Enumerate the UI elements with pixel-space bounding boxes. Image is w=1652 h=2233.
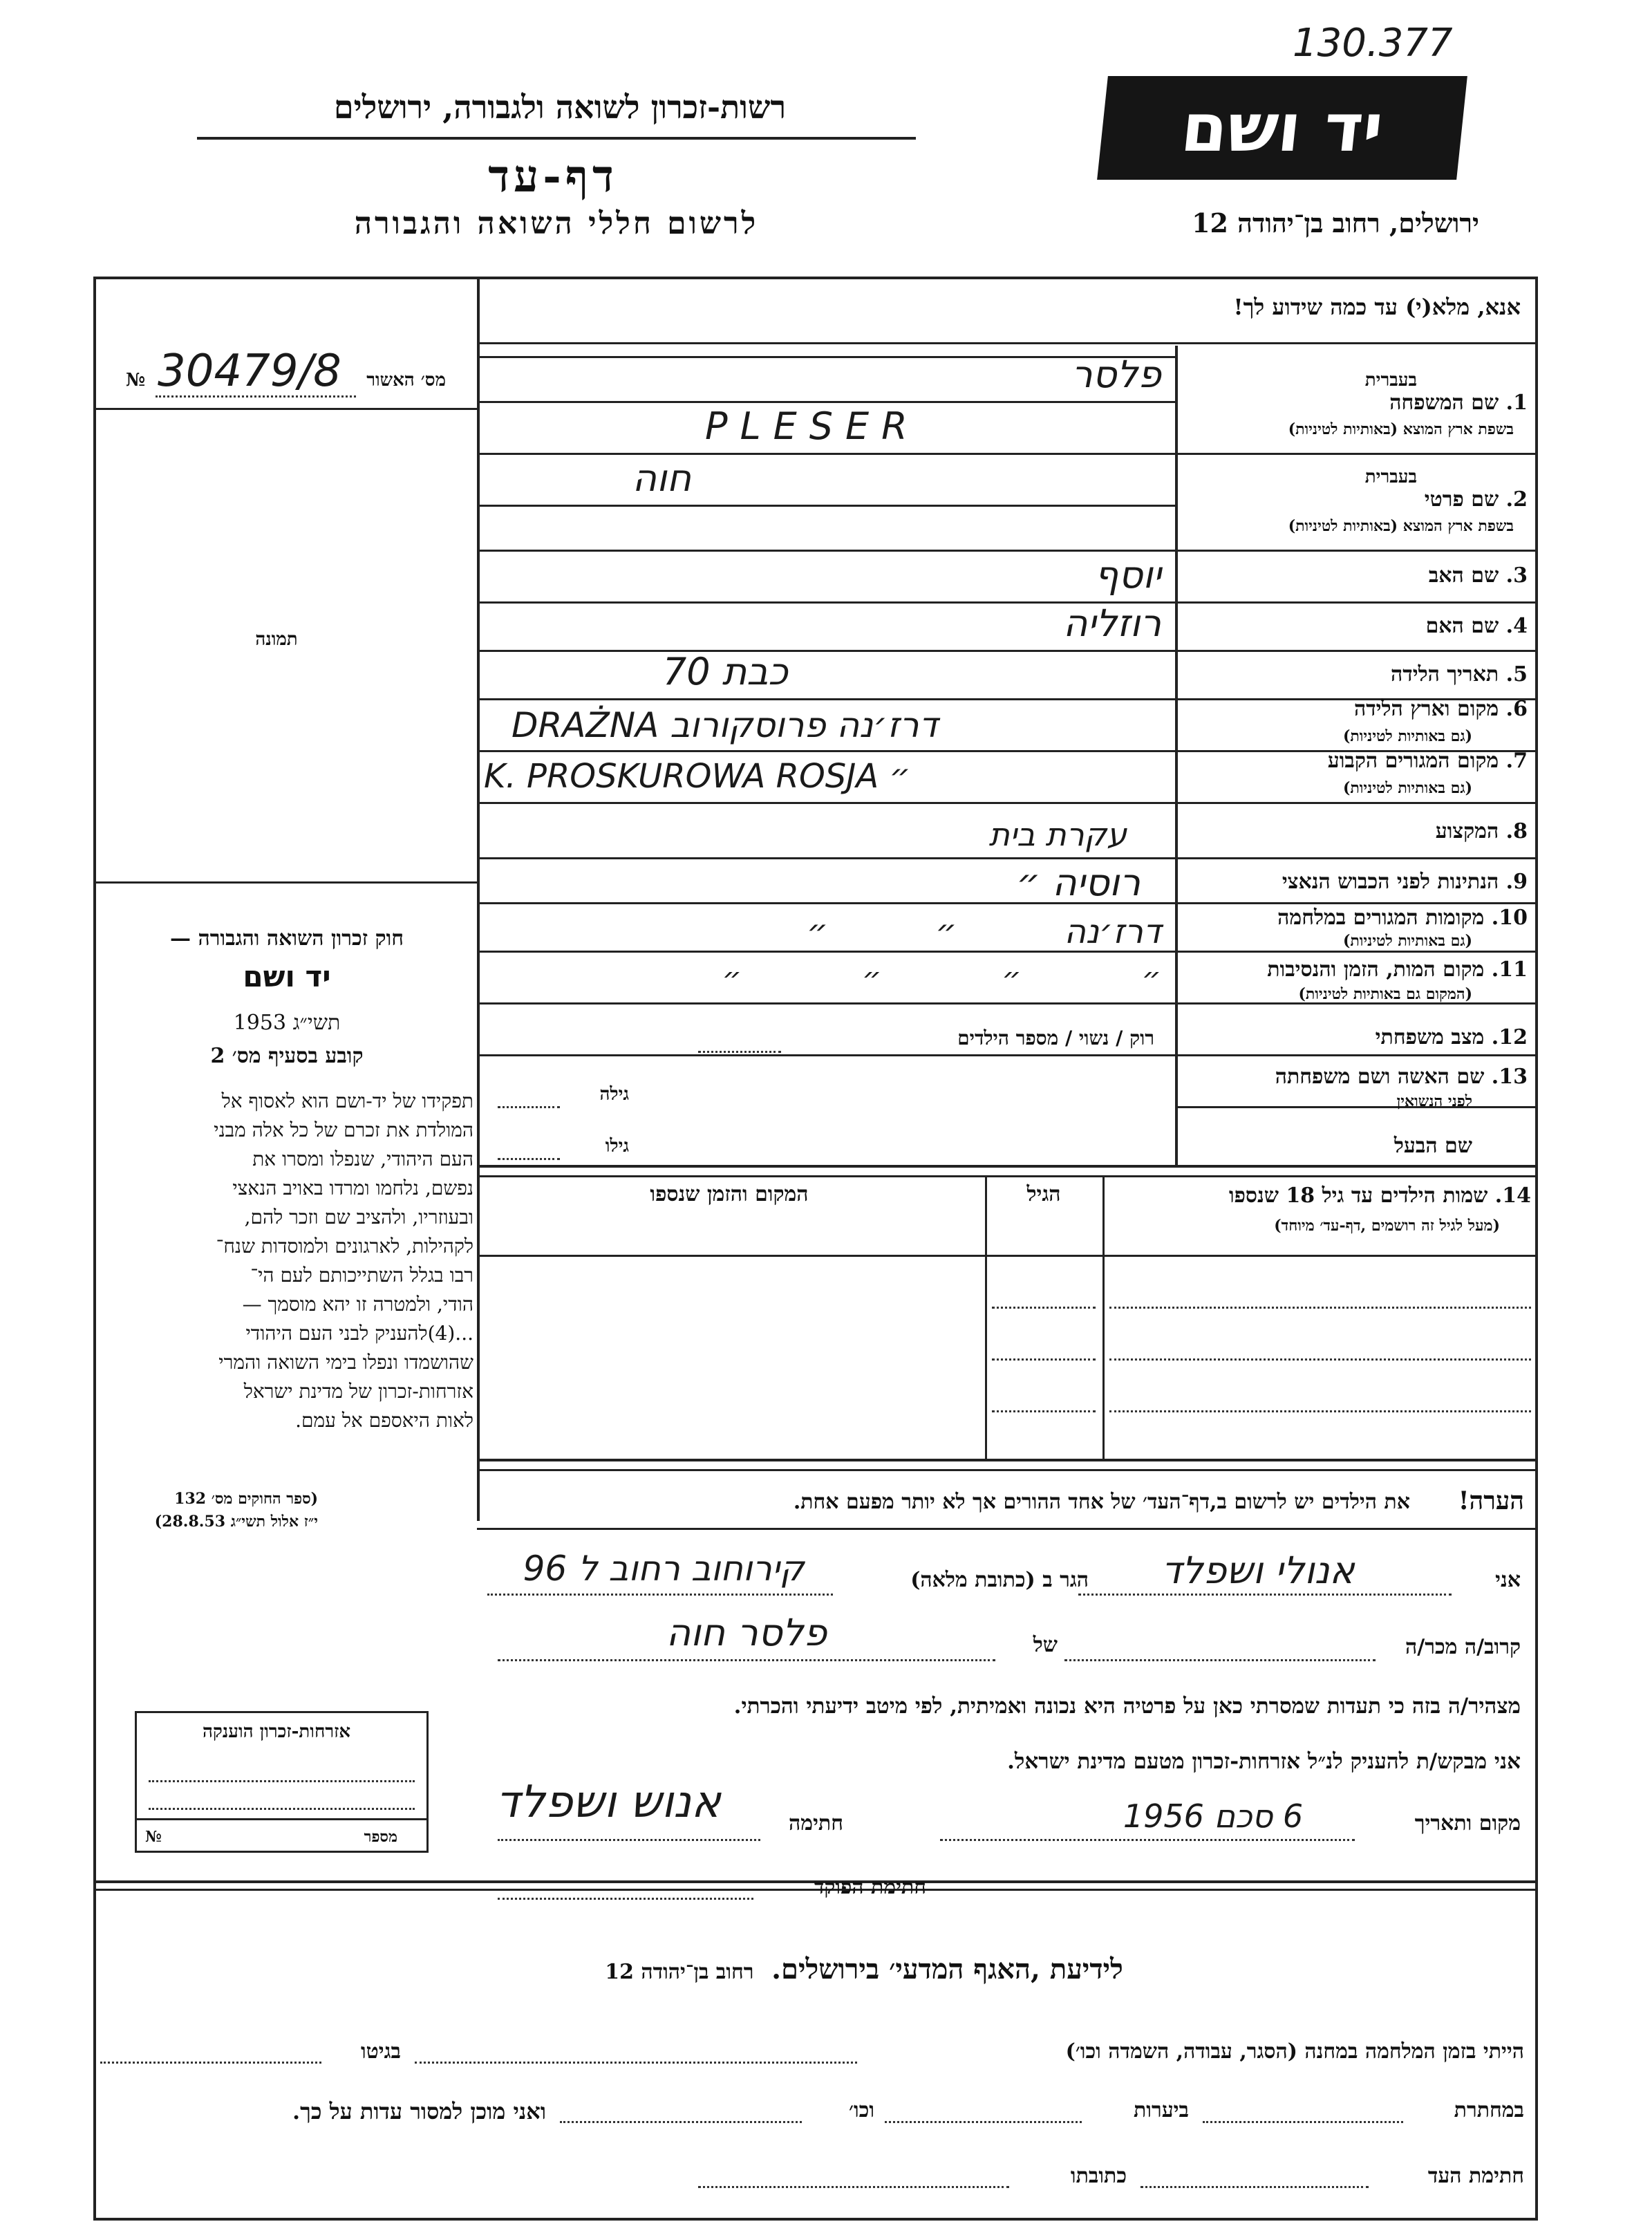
declarant-i-label: אני: [1495, 1568, 1521, 1592]
relation-value[interactable]: פלסר חוה: [666, 1611, 827, 1654]
law-line: תפקידו של יד-ושם הוא לאסוף אל: [221, 1090, 473, 1112]
field12-num: 12.: [1491, 1025, 1528, 1049]
field6-num: 6.: [1505, 697, 1528, 721]
husband-age-label: גילו: [605, 1136, 629, 1157]
field9-value[interactable]: רוסיה ״: [1016, 861, 1141, 904]
field1-value-latin[interactable]: PLESER: [705, 404, 920, 448]
field8-value[interactable]: עקרת בית: [988, 816, 1127, 853]
law-text: [97, 1087, 473, 1435]
law-line: שהושמדו ונפלו בימי השואה והמרי: [218, 1351, 473, 1374]
witness-address-label: כתובתו: [1070, 2164, 1127, 2188]
field11-sub: (המקום גם באותיות לטיניות): [1298, 985, 1472, 1003]
law-line: לאות היאספם אל עמם.: [295, 1409, 473, 1432]
field12-name: מצב משפחתי: [1375, 1025, 1485, 1049]
field2-num: 2.: [1505, 487, 1528, 512]
place-date-value[interactable]: 6 סכם 1956: [1123, 1797, 1304, 1835]
form-subtitle: לרשום חללי השואה והגבורה: [354, 206, 759, 241]
place-date-label: מקום ותאריך: [1414, 1811, 1521, 1835]
children-sub: (מעל לגיל זה רושמים ,דף-עד׳ מיוחד): [1274, 1217, 1500, 1235]
footer-heading: [484, 1953, 1244, 1986]
field8-label: [1189, 819, 1528, 843]
field3-value[interactable]: יוסף: [1094, 553, 1161, 597]
field6-name: מקום וארץ הלידה: [1353, 697, 1499, 721]
field9-label: [1189, 870, 1528, 894]
children-name: שמות הילדים עד גיל 18 שנספו: [1228, 1184, 1488, 1208]
footer-address: רחוב בן־יהודה 12: [605, 1960, 754, 1984]
field2-value-hebrew[interactable]: חוה: [632, 456, 691, 500]
field2-name: שם פרטי: [1424, 487, 1499, 512]
archive-number: 130.377: [1293, 21, 1453, 66]
law-line: ...(4)להעניק לבני העם היהודי: [245, 1322, 473, 1345]
field7-value[interactable]: K. PROSKUROWA ROSJA ״: [484, 757, 911, 796]
logo-text: יד ושם: [1177, 89, 1387, 167]
children-label: [1113, 1184, 1531, 1208]
field11-value[interactable]: ״ ״ ״ ״: [722, 961, 1161, 996]
field3-num: 3.: [1505, 563, 1528, 588]
officer-label: חתימת הפוקד: [814, 1875, 926, 1899]
children-col-age: הגיל: [1026, 1182, 1061, 1206]
note-label: הערה!: [1458, 1486, 1524, 1515]
field7-sub: (גם באותיות לטיניות): [1342, 779, 1472, 797]
cert-box-title: אזרחות-זכרון הוענקה: [202, 1721, 351, 1742]
yad-vashem-logo: [1097, 76, 1467, 180]
field13-sub: לפני הנשואין: [1396, 1092, 1472, 1110]
field9-num: 9.: [1505, 870, 1528, 894]
field11-num: 11.: [1491, 957, 1528, 982]
cert-no-label: מספר: [364, 1828, 397, 1846]
field1-latin-label: בשפת ארץ המוצא (באותיות לטיניות): [1288, 420, 1514, 438]
field1-hebrew-label: בעברית: [1364, 370, 1417, 391]
forests-label: ביערות: [1133, 2098, 1189, 2122]
law-line: ובעוזריו, ולהציב שם וזכר להם,: [244, 1206, 473, 1228]
declaration-text: מצהיר/ה בזה כי תעדות שמסרתי כאן על פרטיה היא נכונה ואמיתית, לפי מיטב ידיעתי והכרתי.: [733, 1694, 1521, 1719]
field13-num: 13.: [1491, 1065, 1528, 1089]
field6-label: [1189, 697, 1528, 721]
hiding-label: במחתרת: [1454, 2098, 1524, 2122]
field13-age-label: גילה: [599, 1084, 629, 1105]
declarant-name[interactable]: אנולי ושפלד: [1161, 1549, 1355, 1592]
field5-label: [1189, 662, 1528, 686]
declarant-address[interactable]: קירוחוב רחוב ל 96: [523, 1549, 805, 1589]
field2-hebrew-label: בעברית: [1364, 467, 1417, 487]
field8-num: 8.: [1505, 819, 1528, 843]
field3-label: [1189, 563, 1528, 588]
field10-name: מקומות המגורים במלחמה: [1277, 906, 1485, 930]
request-text: אני מבקש/ת להעניק לנ״ל אזרחות-זכרון מטעם מדינת ישראל.: [1007, 1749, 1521, 1774]
field6-sub: (גם באותיות לטיניות): [1342, 727, 1472, 745]
field11-label: [1189, 957, 1528, 982]
field4-name: שם האם: [1425, 614, 1499, 638]
reg-number: 30479/8: [158, 346, 341, 397]
field1-num: 1.: [1505, 391, 1528, 415]
children-num: 14.: [1494, 1184, 1531, 1208]
field2-latin-label: בשפת ארץ המוצא (באותיות לטיניות): [1288, 517, 1514, 535]
field4-label: [1189, 614, 1528, 638]
note-text: את הילדים יש לרשום ב,דף־העד׳ של אחד ההורים אך לא יותר מפעם אחת.: [793, 1490, 1410, 1514]
law-name: יד ושם: [243, 960, 331, 993]
photo-label: תמונה: [255, 629, 298, 650]
law-ref: (ספר החוקים מס׳ 132: [174, 1490, 318, 1508]
law-line: לקהילות, לארגונים ולמוסדות שנח־: [216, 1235, 473, 1258]
field13-name: שם האשה ושם משפחתה: [1275, 1065, 1485, 1089]
law-line: נפשם, נלחמו ומרדו באויב הנאצי: [232, 1177, 473, 1199]
cert-no-symbol: №: [145, 1828, 162, 1846]
relative-label: קרוב/ה מכר/ה: [1405, 1635, 1521, 1659]
field6-value[interactable]: DRAŻNA דרז׳נה פרוסקורוב: [511, 705, 938, 745]
signature-value[interactable]: אנוש ושפלד: [496, 1777, 721, 1828]
footer-heading-text: לידיעת ,האגף המדעי׳ בירושלים.: [771, 1953, 1123, 1986]
field4-num: 4.: [1505, 614, 1528, 638]
field4-value[interactable]: רוזליה: [1063, 601, 1161, 645]
field12-options: רוק / נשוי / מספר הילדים: [957, 1027, 1154, 1049]
resides-label: הגר ב (כתובת מלאה): [910, 1568, 1089, 1592]
field10-value[interactable]: דרז׳נה ״ ״: [807, 913, 1161, 951]
signature-label: חתימה: [789, 1811, 843, 1835]
testimony-text: ואני מוכן למסור עדות על כך.: [292, 2098, 546, 2124]
field5-name: תאריך הלידה: [1391, 662, 1499, 686]
of-label: של: [1033, 1633, 1058, 1657]
etc-label: וכו׳: [849, 2098, 874, 2122]
reg-no-symbol: №: [126, 370, 146, 391]
field2-label: [1189, 487, 1528, 512]
field10-sub: (גם באותיות לטיניות): [1342, 932, 1472, 950]
ghetto-label: בגיטו: [360, 2039, 401, 2064]
authority-name: רשות-זכרון לשואה ולגבורה, ירושלים: [333, 88, 787, 126]
field3-name: שם האב: [1428, 563, 1499, 588]
form-title: דף-עד: [488, 151, 618, 203]
law-line: רבו בגלל השתייכותם לעם הי־: [250, 1264, 473, 1287]
witness-signature-label: חתימת העד: [1427, 2164, 1524, 2188]
law-line: הודי, ולמטרה זו יהא מוסמך —: [242, 1293, 473, 1316]
field11-name: מקום המות, הזמן והנסיבות: [1267, 957, 1485, 982]
field10-label: [1189, 906, 1528, 930]
law-ref-date: י״ז אלול תשי״ג 28.8.53): [154, 1513, 318, 1531]
field12-label: [1189, 1025, 1528, 1049]
field8-name: המקצוע: [1435, 819, 1499, 843]
law-year: תשי״ג 1953: [233, 1011, 341, 1035]
field1-label: [1189, 391, 1528, 415]
law-title: חוק זכרון השואה והגבורה —: [170, 926, 404, 951]
field13-label: [1189, 1065, 1528, 1089]
law-line: העם היהודי, שנפלו ומסרו את: [252, 1148, 473, 1170]
field1-name: שם המשפחה: [1389, 391, 1499, 415]
field9-name: הנתינות לפני הכבוש הנאצי: [1282, 870, 1499, 894]
field10-num: 10.: [1491, 906, 1528, 930]
intro-text: אנא, מלא(י) עד כמה שידוע לך!: [1233, 294, 1521, 320]
field7-num: 7.: [1505, 749, 1528, 773]
law-section: קובע בסעיף מס׳ 2: [210, 1044, 364, 1068]
camp-text: הייתי בזמן המלחמה במחנה (הסגר, עבודה, השמדה וכו׳): [1065, 2039, 1524, 2064]
law-line: אזרחות-זכרון של מדינת ישראל: [243, 1380, 473, 1403]
reg-label: מס׳ האשור: [366, 370, 446, 391]
husband-label: שם הבעל: [1393, 1134, 1472, 1158]
field5-num: 5.: [1505, 662, 1528, 686]
field7-name: מקום המגורים הקבוע: [1327, 749, 1499, 773]
children-col-place: המקום והזמן שנספו: [650, 1182, 809, 1206]
field1-value-hebrew[interactable]: פלסר: [1071, 353, 1161, 396]
address: ירושלים, רחוב בן־יהודה 12: [1192, 207, 1479, 239]
law-line: המולדת את זכרם של כל אלה מבני: [214, 1119, 473, 1141]
field5-value[interactable]: כבת 70: [662, 650, 788, 693]
field7-label: [1189, 749, 1528, 773]
